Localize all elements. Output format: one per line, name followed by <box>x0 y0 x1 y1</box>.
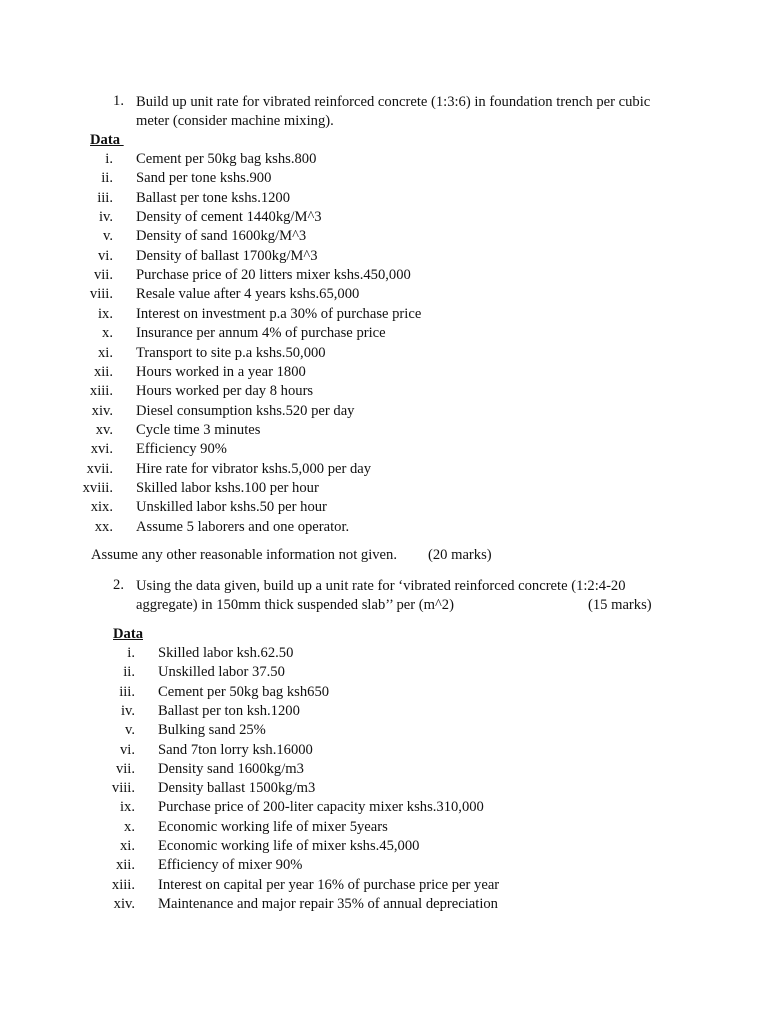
q2-data-item-text: Skilled labor ksh.62.50 <box>158 645 294 661</box>
q1-data-item-number: ii. <box>101 170 113 187</box>
q1-data-item-text: Hours worked in a year 1800 <box>136 363 306 380</box>
q1-data-item-text: Cement per 50kg bag kshs.800 <box>136 151 317 167</box>
q2-data-item-text: Bulking sand 25% <box>158 722 266 739</box>
q1-data-item-number: xvi. <box>90 441 113 458</box>
q2-data-item-text: Efficiency of mixer 90% <box>158 857 303 874</box>
q2-data-item-text: Sand 7ton lorry ksh.16000 <box>158 741 313 758</box>
q2-data-item-number: v. <box>125 722 135 739</box>
q2-data-item <box>0 895 768 914</box>
q1-data-item-number: ix. <box>98 305 113 322</box>
q1-data-item-number: iii. <box>97 189 113 206</box>
q2-data-item <box>0 876 768 895</box>
q2-data-item-number: xiii. <box>111 876 135 893</box>
q1-data-item <box>0 402 768 421</box>
q2-data-item <box>0 663 768 682</box>
q2-data-item-number: vi. <box>120 741 135 758</box>
q2-data-item <box>0 644 768 663</box>
q2-data-item <box>0 798 768 817</box>
q1-data-item <box>0 363 768 382</box>
q1-data-item <box>0 498 768 517</box>
q1-data-item <box>0 479 768 498</box>
q1-data-item-text: Hours worked per day 8 hours <box>136 383 314 400</box>
q1-data-item-text: Purchase price of 20 litters mixer kshs.450,000 <box>136 267 411 284</box>
q1-data-item-text: Cycle time 3 minutes <box>136 421 261 438</box>
q2-data-item-text: Economic working life of mixer kshs.45,000 <box>158 838 420 854</box>
q1-data-item-number: xix. <box>90 499 113 516</box>
q1-data-item-number: xi. <box>98 344 113 361</box>
q2-marks: (15 marks) <box>588 597 652 614</box>
q2-data-item-text: Density ballast 1500kg/m3 <box>158 780 316 797</box>
q2-data-item <box>0 837 768 856</box>
q1-data-item <box>0 227 768 246</box>
question-1-text: Build up unit rate for vibrated reinforced concrete (1:3:6) in foundation trench per cubic meter (consider machine mixing). <box>136 94 651 130</box>
q1-data-item-number: xvii. <box>86 460 113 477</box>
q2-data-item-text: Economic working life of mixer 5years <box>158 818 388 835</box>
q2-data-item-text: Purchase price of 200-liter capacity mixer kshs.310,000 <box>158 799 484 816</box>
q1-data-item-number: vi. <box>98 247 113 264</box>
q2-data-item-number: iv. <box>120 702 135 719</box>
question-2-text-line2 <box>136 596 686 615</box>
q1-data-item-number: xiv. <box>91 402 113 419</box>
q2-data-item <box>0 856 768 875</box>
q1-data-item <box>0 208 768 227</box>
q2-data-item-number: i. <box>127 645 135 661</box>
q2-data-item <box>0 818 768 837</box>
q1-data-item-text: Skilled labor kshs.100 per hour <box>136 479 319 496</box>
q2-data-item-text: Cement per 50kg bag ksh650 <box>158 683 330 700</box>
q2-data-item <box>0 721 768 740</box>
q1-data-heading: Data <box>90 132 124 148</box>
q1-data-item <box>0 247 768 266</box>
q1-data-item-text: Resale value after 4 years kshs.65,000 <box>136 286 360 303</box>
q1-note <box>91 547 492 564</box>
q1-data-item-text: Transport to site p.a kshs.50,000 <box>136 344 326 361</box>
q1-data-item-number: viii. <box>89 286 113 303</box>
q1-data-item-text: Sand per tone kshs.900 <box>136 170 272 187</box>
q1-data-item-number: x. <box>102 325 113 342</box>
q1-data-item <box>0 460 768 479</box>
q1-data-item <box>0 440 768 459</box>
q1-data-item <box>0 344 768 363</box>
q1-data-item-number: xii. <box>93 363 113 380</box>
q2-data-item-number: xiv. <box>113 895 135 912</box>
q1-data-item <box>0 189 768 208</box>
q2-data-item-number: iii. <box>119 683 135 700</box>
q2-data-item-text: Interest on capital per year 16% of purchase price per year <box>158 876 500 893</box>
q1-data-item-text: Efficiency 90% <box>136 441 227 458</box>
q1-data-item-text: Diesel consumption kshs.520 per day <box>136 402 355 419</box>
q2-data-item-text: Unskilled labor 37.50 <box>158 664 285 681</box>
q2-data-item-number: ii. <box>123 664 135 681</box>
q2-data-item-number: ix. <box>120 799 135 816</box>
q1-data-item-text: Density of sand 1600kg/M^3 <box>136 228 307 245</box>
q1-marks: (20 marks) <box>428 547 492 563</box>
q1-data-item-text: Density of ballast 1700kg/M^3 <box>136 247 318 264</box>
q2-data-item-number: xii. <box>115 857 135 874</box>
q1-data-item-number: xx. <box>94 518 113 535</box>
question-2-text-line1: Using the data given, build up a unit rate for ‘vibrated reinforced concrete (1:2:4-20 <box>136 578 626 594</box>
q2-data-item <box>0 779 768 798</box>
q2-data-item <box>0 741 768 760</box>
q1-data-item <box>0 285 768 304</box>
q1-data-item-number: i. <box>105 151 113 167</box>
q2-data-item-number: vii. <box>115 760 135 777</box>
q2-data-item-number: xi. <box>120 838 135 854</box>
question-2-text-line2-content: aggregate) in 150mm thick suspended slab’’ per (m^2) <box>136 597 454 614</box>
q1-data-item-number: v. <box>103 228 113 245</box>
q1-data-item-text: Ballast per tone kshs.1200 <box>136 189 291 206</box>
q2-data-heading: Data <box>113 626 143 642</box>
q1-data-item-number: vii. <box>93 267 113 284</box>
q1-data-item-text: Hire rate for vibrator kshs.5,000 per day <box>136 460 372 477</box>
q2-data-item-text: Density sand 1600kg/m3 <box>158 760 304 777</box>
question-1-number: 1. <box>113 93 124 109</box>
q1-data-item <box>0 421 768 440</box>
q1-data-item-text: Insurance per annum 4% of purchase price <box>136 325 386 342</box>
q1-data-item <box>0 150 768 169</box>
q1-data-item <box>0 305 768 324</box>
q1-data-item-number: xiii. <box>89 383 113 400</box>
question-2-text <box>136 577 686 615</box>
q2-data-item-number: viii. <box>111 780 135 797</box>
q1-data-item <box>0 382 768 401</box>
q1-data-item <box>0 169 768 188</box>
q1-data-item <box>0 266 768 285</box>
q1-data-item-number: xv. <box>95 421 113 438</box>
q1-data-item-number: iv. <box>98 209 113 226</box>
q1-data-item-text: Assume 5 laborers and one operator. <box>136 518 350 535</box>
q2-data-item <box>0 760 768 779</box>
q1-data-item-text: Density of cement 1440kg/M^3 <box>136 209 322 226</box>
q1-data-item-number: xviii. <box>82 479 113 496</box>
q2-data-item-text: Maintenance and major repair 35% of annual depreciation <box>158 895 498 912</box>
q2-data-item-number: x. <box>124 818 135 835</box>
q1-data-item <box>0 324 768 343</box>
q1-data-item <box>0 518 768 537</box>
q2-data-item <box>0 702 768 721</box>
q1-data-item-text: Interest on investment p.a 30% of purchase price <box>136 305 422 322</box>
q2-data-item <box>0 683 768 702</box>
question-2-number: 2. <box>113 577 124 593</box>
q2-data-item-text: Ballast per ton ksh.1200 <box>158 702 300 719</box>
q1-data-item-text: Unskilled labor kshs.50 per hour <box>136 499 327 516</box>
q1-note-text: Assume any other reasonable information not given. <box>91 547 397 563</box>
